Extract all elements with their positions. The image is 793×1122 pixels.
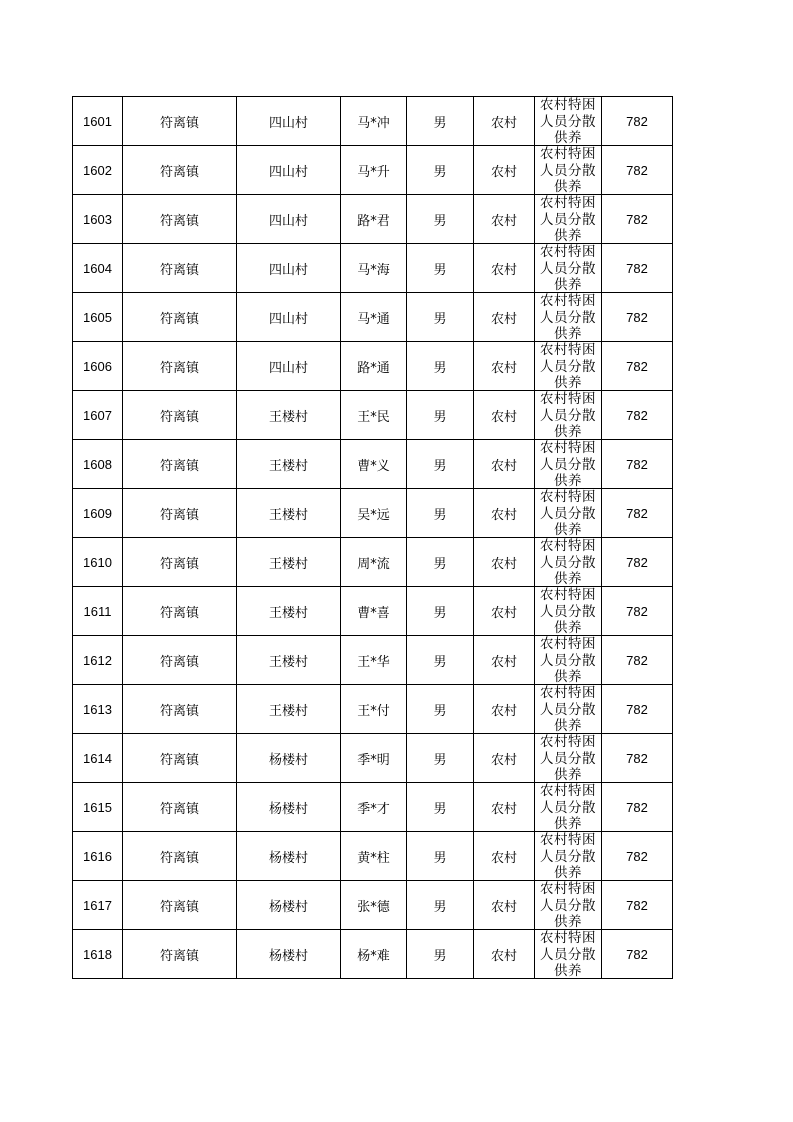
category-text: 农村特困人员分散供养: [540, 636, 596, 684]
area-type-cell: 农村: [474, 440, 535, 489]
town-cell: 符离镇: [123, 538, 237, 587]
category-cell: [535, 489, 602, 538]
person-name-cell: 曹*喜: [341, 587, 407, 636]
gender-cell: 男: [407, 881, 474, 930]
person-name-cell: 黄*柱: [341, 832, 407, 881]
row-number-cell: 1618: [73, 930, 123, 979]
area-type-cell: 农村: [474, 832, 535, 881]
category-cell: [535, 636, 602, 685]
table-body: [73, 97, 673, 979]
category-text: 农村特困人员分散供养: [540, 783, 596, 831]
row-number-cell: 1605: [73, 293, 123, 342]
amount-cell: 782: [602, 587, 673, 636]
category-cell: [535, 293, 602, 342]
gender-cell: 男: [407, 244, 474, 293]
village-cell: 王楼村: [237, 636, 341, 685]
gender-cell: 男: [407, 342, 474, 391]
gender-cell: 男: [407, 734, 474, 783]
table-row: [73, 881, 673, 930]
town-cell: 符离镇: [123, 293, 237, 342]
row-number-cell: 1617: [73, 881, 123, 930]
gender-cell: 男: [407, 538, 474, 587]
category-text: 农村特困人员分散供养: [540, 489, 596, 537]
row-number-cell: 1601: [73, 97, 123, 146]
person-name-cell: 马*升: [341, 146, 407, 195]
area-type-cell: 农村: [474, 146, 535, 195]
table-row: [73, 783, 673, 832]
gender-cell: 男: [407, 97, 474, 146]
amount-cell: 782: [602, 146, 673, 195]
village-cell: 王楼村: [237, 440, 341, 489]
village-cell: 王楼村: [237, 587, 341, 636]
village-cell: 王楼村: [237, 489, 341, 538]
area-type-cell: 农村: [474, 97, 535, 146]
area-type-cell: 农村: [474, 391, 535, 440]
category-text: 农村特困人员分散供养: [540, 587, 596, 635]
category-text: 农村特困人员分散供养: [540, 440, 596, 488]
amount-cell: 782: [602, 636, 673, 685]
town-cell: 符离镇: [123, 489, 237, 538]
row-number-cell: 1613: [73, 685, 123, 734]
category-cell: [535, 832, 602, 881]
area-type-cell: 农村: [474, 489, 535, 538]
gender-cell: 男: [407, 587, 474, 636]
table-row: [73, 195, 673, 244]
row-number-cell: 1616: [73, 832, 123, 881]
village-cell: 杨楼村: [237, 783, 341, 832]
town-cell: 符离镇: [123, 734, 237, 783]
category-cell: [535, 146, 602, 195]
table-row: [73, 244, 673, 293]
table-row: [73, 930, 673, 979]
row-number-cell: 1604: [73, 244, 123, 293]
village-cell: 四山村: [237, 244, 341, 293]
table-row: [73, 734, 673, 783]
person-name-cell: 王*付: [341, 685, 407, 734]
area-type-cell: 农村: [474, 195, 535, 244]
town-cell: 符离镇: [123, 832, 237, 881]
amount-cell: 782: [602, 685, 673, 734]
category-cell: [535, 587, 602, 636]
area-type-cell: 农村: [474, 685, 535, 734]
table-row: [73, 685, 673, 734]
row-number-cell: 1608: [73, 440, 123, 489]
category-text: 农村特困人员分散供养: [540, 244, 596, 292]
amount-cell: 782: [602, 244, 673, 293]
amount-cell: 782: [602, 391, 673, 440]
category-text: 农村特困人员分散供养: [540, 930, 596, 978]
table-row: [73, 538, 673, 587]
category-text: 农村特困人员分散供养: [540, 832, 596, 880]
person-name-cell: 王*民: [341, 391, 407, 440]
area-type-cell: 农村: [474, 293, 535, 342]
person-name-cell: 曹*义: [341, 440, 407, 489]
person-name-cell: 王*华: [341, 636, 407, 685]
gender-cell: 男: [407, 293, 474, 342]
table-row: [73, 587, 673, 636]
category-text: 农村特困人员分散供养: [540, 342, 596, 390]
row-number-cell: 1602: [73, 146, 123, 195]
category-cell: [535, 195, 602, 244]
town-cell: 符离镇: [123, 881, 237, 930]
area-type-cell: 农村: [474, 244, 535, 293]
village-cell: 杨楼村: [237, 734, 341, 783]
amount-cell: 782: [602, 881, 673, 930]
town-cell: 符离镇: [123, 930, 237, 979]
amount-cell: 782: [602, 440, 673, 489]
village-cell: 杨楼村: [237, 832, 341, 881]
table-row: [73, 489, 673, 538]
row-number-cell: 1607: [73, 391, 123, 440]
category-cell: [535, 734, 602, 783]
area-type-cell: 农村: [474, 734, 535, 783]
table-row: [73, 293, 673, 342]
row-number-cell: 1606: [73, 342, 123, 391]
gender-cell: 男: [407, 489, 474, 538]
table-row: [73, 832, 673, 881]
category-text: 农村特困人员分散供养: [540, 734, 596, 782]
amount-cell: 782: [602, 293, 673, 342]
town-cell: 符离镇: [123, 440, 237, 489]
amount-cell: 782: [602, 783, 673, 832]
person-name-cell: 杨*难: [341, 930, 407, 979]
town-cell: 符离镇: [123, 342, 237, 391]
person-name-cell: 马*通: [341, 293, 407, 342]
beneficiary-table: [72, 96, 673, 979]
village-cell: 四山村: [237, 293, 341, 342]
town-cell: 符离镇: [123, 685, 237, 734]
town-cell: 符离镇: [123, 391, 237, 440]
area-type-cell: 农村: [474, 587, 535, 636]
village-cell: 四山村: [237, 146, 341, 195]
gender-cell: 男: [407, 440, 474, 489]
category-cell: [535, 440, 602, 489]
category-cell: [535, 244, 602, 293]
category-text: 农村特困人员分散供养: [540, 881, 596, 929]
village-cell: 四山村: [237, 342, 341, 391]
row-number-cell: 1609: [73, 489, 123, 538]
town-cell: 符离镇: [123, 97, 237, 146]
town-cell: 符离镇: [123, 587, 237, 636]
person-name-cell: 路*通: [341, 342, 407, 391]
row-number-cell: 1614: [73, 734, 123, 783]
amount-cell: 782: [602, 930, 673, 979]
village-cell: 王楼村: [237, 538, 341, 587]
row-number-cell: 1615: [73, 783, 123, 832]
person-name-cell: 张*德: [341, 881, 407, 930]
town-cell: 符离镇: [123, 636, 237, 685]
category-cell: [535, 783, 602, 832]
gender-cell: 男: [407, 146, 474, 195]
category-text: 农村特困人员分散供养: [540, 146, 596, 194]
village-cell: 四山村: [237, 97, 341, 146]
village-cell: 王楼村: [237, 391, 341, 440]
gender-cell: 男: [407, 685, 474, 734]
category-text: 农村特困人员分散供养: [540, 391, 596, 439]
town-cell: 符离镇: [123, 195, 237, 244]
town-cell: 符离镇: [123, 146, 237, 195]
area-type-cell: 农村: [474, 636, 535, 685]
category-cell: [535, 685, 602, 734]
village-cell: 杨楼村: [237, 881, 341, 930]
area-type-cell: 农村: [474, 538, 535, 587]
amount-cell: 782: [602, 489, 673, 538]
area-type-cell: 农村: [474, 881, 535, 930]
row-number-cell: 1611: [73, 587, 123, 636]
category-text: 农村特困人员分散供养: [540, 97, 596, 145]
table-row: [73, 342, 673, 391]
category-cell: [535, 342, 602, 391]
row-number-cell: 1612: [73, 636, 123, 685]
table-row: [73, 97, 673, 146]
town-cell: 符离镇: [123, 783, 237, 832]
village-cell: 四山村: [237, 195, 341, 244]
person-name-cell: 马*海: [341, 244, 407, 293]
person-name-cell: 吴*远: [341, 489, 407, 538]
table-row: [73, 391, 673, 440]
village-cell: 杨楼村: [237, 930, 341, 979]
person-name-cell: 路*君: [341, 195, 407, 244]
person-name-cell: 季*才: [341, 783, 407, 832]
amount-cell: 782: [602, 538, 673, 587]
category-text: 农村特困人员分散供养: [540, 685, 596, 733]
category-cell: [535, 391, 602, 440]
gender-cell: 男: [407, 930, 474, 979]
person-name-cell: 马*冲: [341, 97, 407, 146]
table-row: [73, 146, 673, 195]
area-type-cell: 农村: [474, 930, 535, 979]
gender-cell: 男: [407, 636, 474, 685]
amount-cell: 782: [602, 195, 673, 244]
table-row: [73, 636, 673, 685]
category-cell: [535, 97, 602, 146]
category-text: 农村特困人员分散供养: [540, 293, 596, 341]
village-cell: 王楼村: [237, 685, 341, 734]
amount-cell: 782: [602, 832, 673, 881]
row-number-cell: 1603: [73, 195, 123, 244]
category-cell: [535, 930, 602, 979]
amount-cell: 782: [602, 342, 673, 391]
gender-cell: 男: [407, 783, 474, 832]
category-text: 农村特困人员分散供养: [540, 195, 596, 243]
gender-cell: 男: [407, 391, 474, 440]
amount-cell: 782: [602, 97, 673, 146]
category-cell: [535, 881, 602, 930]
row-number-cell: 1610: [73, 538, 123, 587]
town-cell: 符离镇: [123, 244, 237, 293]
person-name-cell: 季*明: [341, 734, 407, 783]
gender-cell: 男: [407, 195, 474, 244]
category-text: 农村特困人员分散供养: [540, 538, 596, 586]
amount-cell: 782: [602, 734, 673, 783]
area-type-cell: 农村: [474, 783, 535, 832]
area-type-cell: 农村: [474, 342, 535, 391]
person-name-cell: 周*流: [341, 538, 407, 587]
category-cell: [535, 538, 602, 587]
table-row: [73, 440, 673, 489]
gender-cell: 男: [407, 832, 474, 881]
